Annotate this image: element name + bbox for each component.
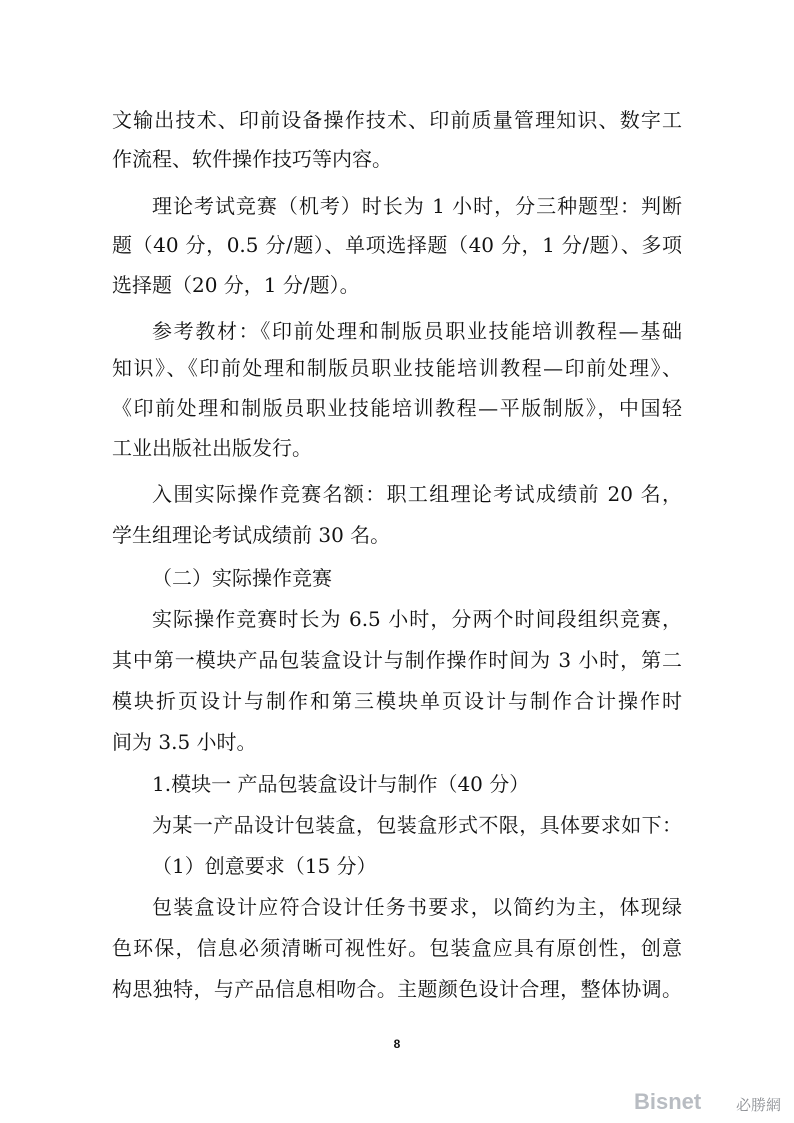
text-line: 其中第一模块产品包装盒设计与制作操作时间为 3 小时，第二	[112, 648, 682, 672]
text-line: 作流程、软件操作技巧等内容。	[112, 147, 392, 171]
watermark-latin: Bisnet	[634, 1089, 702, 1114]
text-line: 色环保，信息必须清晰可视性好。包装盒应具有原创性，创意	[112, 936, 682, 960]
text-line: 学生组理论考试成绩前 30 名。	[112, 523, 391, 547]
text-line: 参考教材：《印前处理和制版员职业技能培训教程—基础	[152, 319, 682, 343]
text-line: 包装盒设计应符合设计任务书要求，以简约为主，体现绿	[152, 895, 682, 919]
watermark-logo	[634, 1089, 784, 1117]
page-number: 8	[393, 1037, 401, 1051]
text-line: 题（40 分，0.5 分/题）、单项选择题（40 分，1 分/题）、多项	[112, 233, 682, 257]
text-line: 实际操作竞赛时长为 6.5 小时，分两个时间段组织竞赛，	[152, 607, 682, 631]
subsection-heading: （1）创意要求（15 分）	[152, 854, 377, 878]
text-line: 为某一产品设计包装盒，包装盒形式不限，具体要求如下：	[152, 813, 682, 837]
text-line: 《印前处理和制版员职业技能培训教程—平版制版》，中国轻	[112, 396, 682, 420]
text-line: 文输出技术、印前设备操作技术、印前质量管理知识、数字工	[112, 108, 682, 132]
text-line: 选择题（20 分，1 分/题）。	[112, 273, 360, 297]
text-line: 构思独特，与产品信息相吻合。主题颜色设计合理，整体协调。	[112, 977, 682, 1001]
text-line: 理论考试竞赛（机考）时长为 1 小时，分三种题型：判断	[152, 194, 682, 218]
text-line: 模块折页设计与制作和第三模块单页设计与制作合计操作时	[112, 689, 682, 713]
text-line: 入围实际操作竞赛名额：职工组理论考试成绩前 20 名，	[152, 482, 682, 506]
text-line: 知识》、《印前处理和制版员职业技能培训教程—印前处理》、	[112, 356, 682, 380]
section-heading: （二）实际操作竞赛	[152, 566, 332, 590]
text-line: 工业出版社出版发行。	[112, 436, 312, 460]
watermark-cn: 必勝網	[736, 1096, 782, 1114]
module-heading: 1.模块一 产品包装盒设计与制作（40 分）	[152, 772, 530, 796]
text-line: 间为 3.5 小时。	[112, 730, 257, 754]
